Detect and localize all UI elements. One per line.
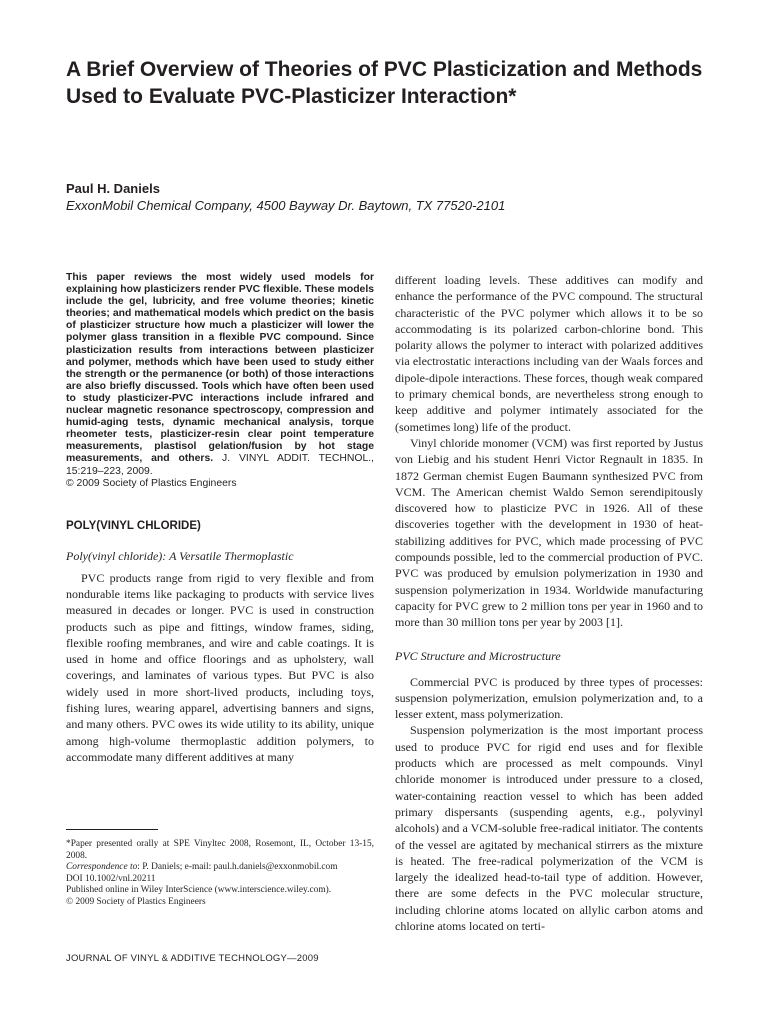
section-heading: POLY(VINYL CHLORIDE) [66,519,201,532]
author-name: Paul H. Daniels [66,181,160,196]
left-column [66,272,374,765]
correspondence-text: : P. Daniels; e-mail: paul.h.daniels@exxonmobil.com [137,862,338,872]
footnote-rule [66,829,158,830]
footnote-correspondence [66,862,374,874]
correspondence-label: Correspondence to [66,862,138,872]
paper-title: A Brief Overview of Theories of PVC Plasticization and Methods Used to Evaluate PVC-Plasticizer Interaction* [66,58,703,108]
abstract-copyright: © 2009 Society of Plastics Engineers [66,477,237,489]
body-paragraph: PVC products range from rigid to very flexible and from nondurable items like packaging to products with service lives measured in decades or longer. PVC is used in construction products such as pipe and fittings, window frames, siding, flexible roofing membranes, and wire and cable coatings. It is used in home and office floorings and as upholstery, wall coverings, and laminates of various types. But PVC is also widely used in more short-lived products, including toys, fishing lures, wearing apparel, advertising banners and signs, and many others. PVC owes its wide utility to its ability, unique among high-volume thermoplastic addition polymers, to accommodate many different additives at many [66,570,374,764]
abstract [66,272,374,490]
abstract-text: This paper reviews the most widely used models for explaining how plasticizers render PVC flexible. These models include the gel, lubricity, and free volume theories; kinetic theories; and mathematical models which predict on the basis of plasticizer structure how much a plasticizer will lower the polymer glass transition in a flexible PVC compound. Since plasticization results from interactions between plasticizer and polymer, methods which have been used to study either the strength or the permanence (or both) of those interactions are also briefly discussed. Tools which have often been used to study plasticizer-PVC interactions include infrared and nuclear magnetic resonance spectroscopy, compression and humid-aging tests, dynamic mechanical analysis, torque rheometer tests, plasticizer-resin clear point temperature measurements, plastisol gelation/fusion by hot stage measurements, and others. [66,272,374,465]
body-paragraph: Vinyl chloride monomer (VCM) was first reported by Justus von Liebig and his student Henri Victor Regnault in 1835. In 1872 German chemist Eugen Baumann synthesized PVC from VCM. The American chemist Waldo Semon serendipitously discovered how to plasticize PVC in 1926. All of these discoveries together with the development in 1930 of heat-stabilizing additives for PVC, which made processing of PVC compounds possible, led to the commercial production of PVC. PVC was produced by emulsion polymerization in 1930 and suspension polymerization in 1934. Worldwide manufacturing capacity for PVC grew to 2 million tons per year in 1960 and to more than 30 million tons per year by 2003 [1]. [395,435,703,630]
abstract-citation: J. VINYL ADDIT. TECHNOL., 15:219–223, 2009. [66,453,374,477]
footnote-doi: DOI 10.1002/vnl.20211 [66,873,156,884]
body-paragraph: Commercial PVC is produced by three types of processes: suspension polymerization, emulsion polymerization and, to a lesser extent, mass polymerization. [395,674,703,722]
journal-footer: JOURNAL OF VINYL & ADDITIVE TECHNOLOGY—2009 [66,953,319,964]
subsection-heading-structure: PVC Structure and Microstructure [395,648,561,663]
footnote-published: Published online in Wiley InterScience (www.interscience.wiley.com). [66,885,332,895]
right-column [395,272,703,934]
footnote-copyright: © 2009 Society of Plastics Engineers [66,896,206,907]
body-paragraph: different loading levels. These additives can modify and enhance the performance of the PVC compound. The structural characteristic of the PVC polymer which allows it to be so accommodating is its polarized carbon-chlorine bond. This polarity allows the polymer to interact with polarized additives via electrostatic interactions including van der Waals forces and dipole-dipole interactions. These forces, though weak compared to primary chemical bonds, are nevertheless strong enough to keep additive and polymer intimately associated for the (sometimes long) life of the product. [395,273,703,434]
subsection-heading-versatile: Poly(vinyl chloride): A Versatile Thermoplastic [66,548,294,563]
footnote-presentation: *Paper presented orally at SPE Vinyltec 2008, Rosemont, IL, October 13-15, 2008. [66,839,374,861]
author-affiliation: ExxonMobil Chemical Company, 4500 Bayway Dr. Baytown, TX 77520-2101 [66,198,506,213]
body-paragraph: Suspension polymerization is the most important process used to produce PVC for rigid end uses and for flexible products which are processed as melt compounds. Vinyl chloride monomer is introduced under pressure to a closed, water-containing reaction vessel to which has been added primary dispersants (suspending agents, e.g., polyvinyl alcohols) and a VCM-soluble free-radical initiator. The contents of the vessel are agitated by mechanical stirrers as the mixture is heated. The free-radical polymerization of the VCM is largely the idealized head-to-tail type of addition. However, there are some defects in the PVC molecular structure, including chlorine atoms located on allylic carbon atoms and chlorine atoms located on terti- [395,723,703,933]
footnotes [66,839,374,908]
